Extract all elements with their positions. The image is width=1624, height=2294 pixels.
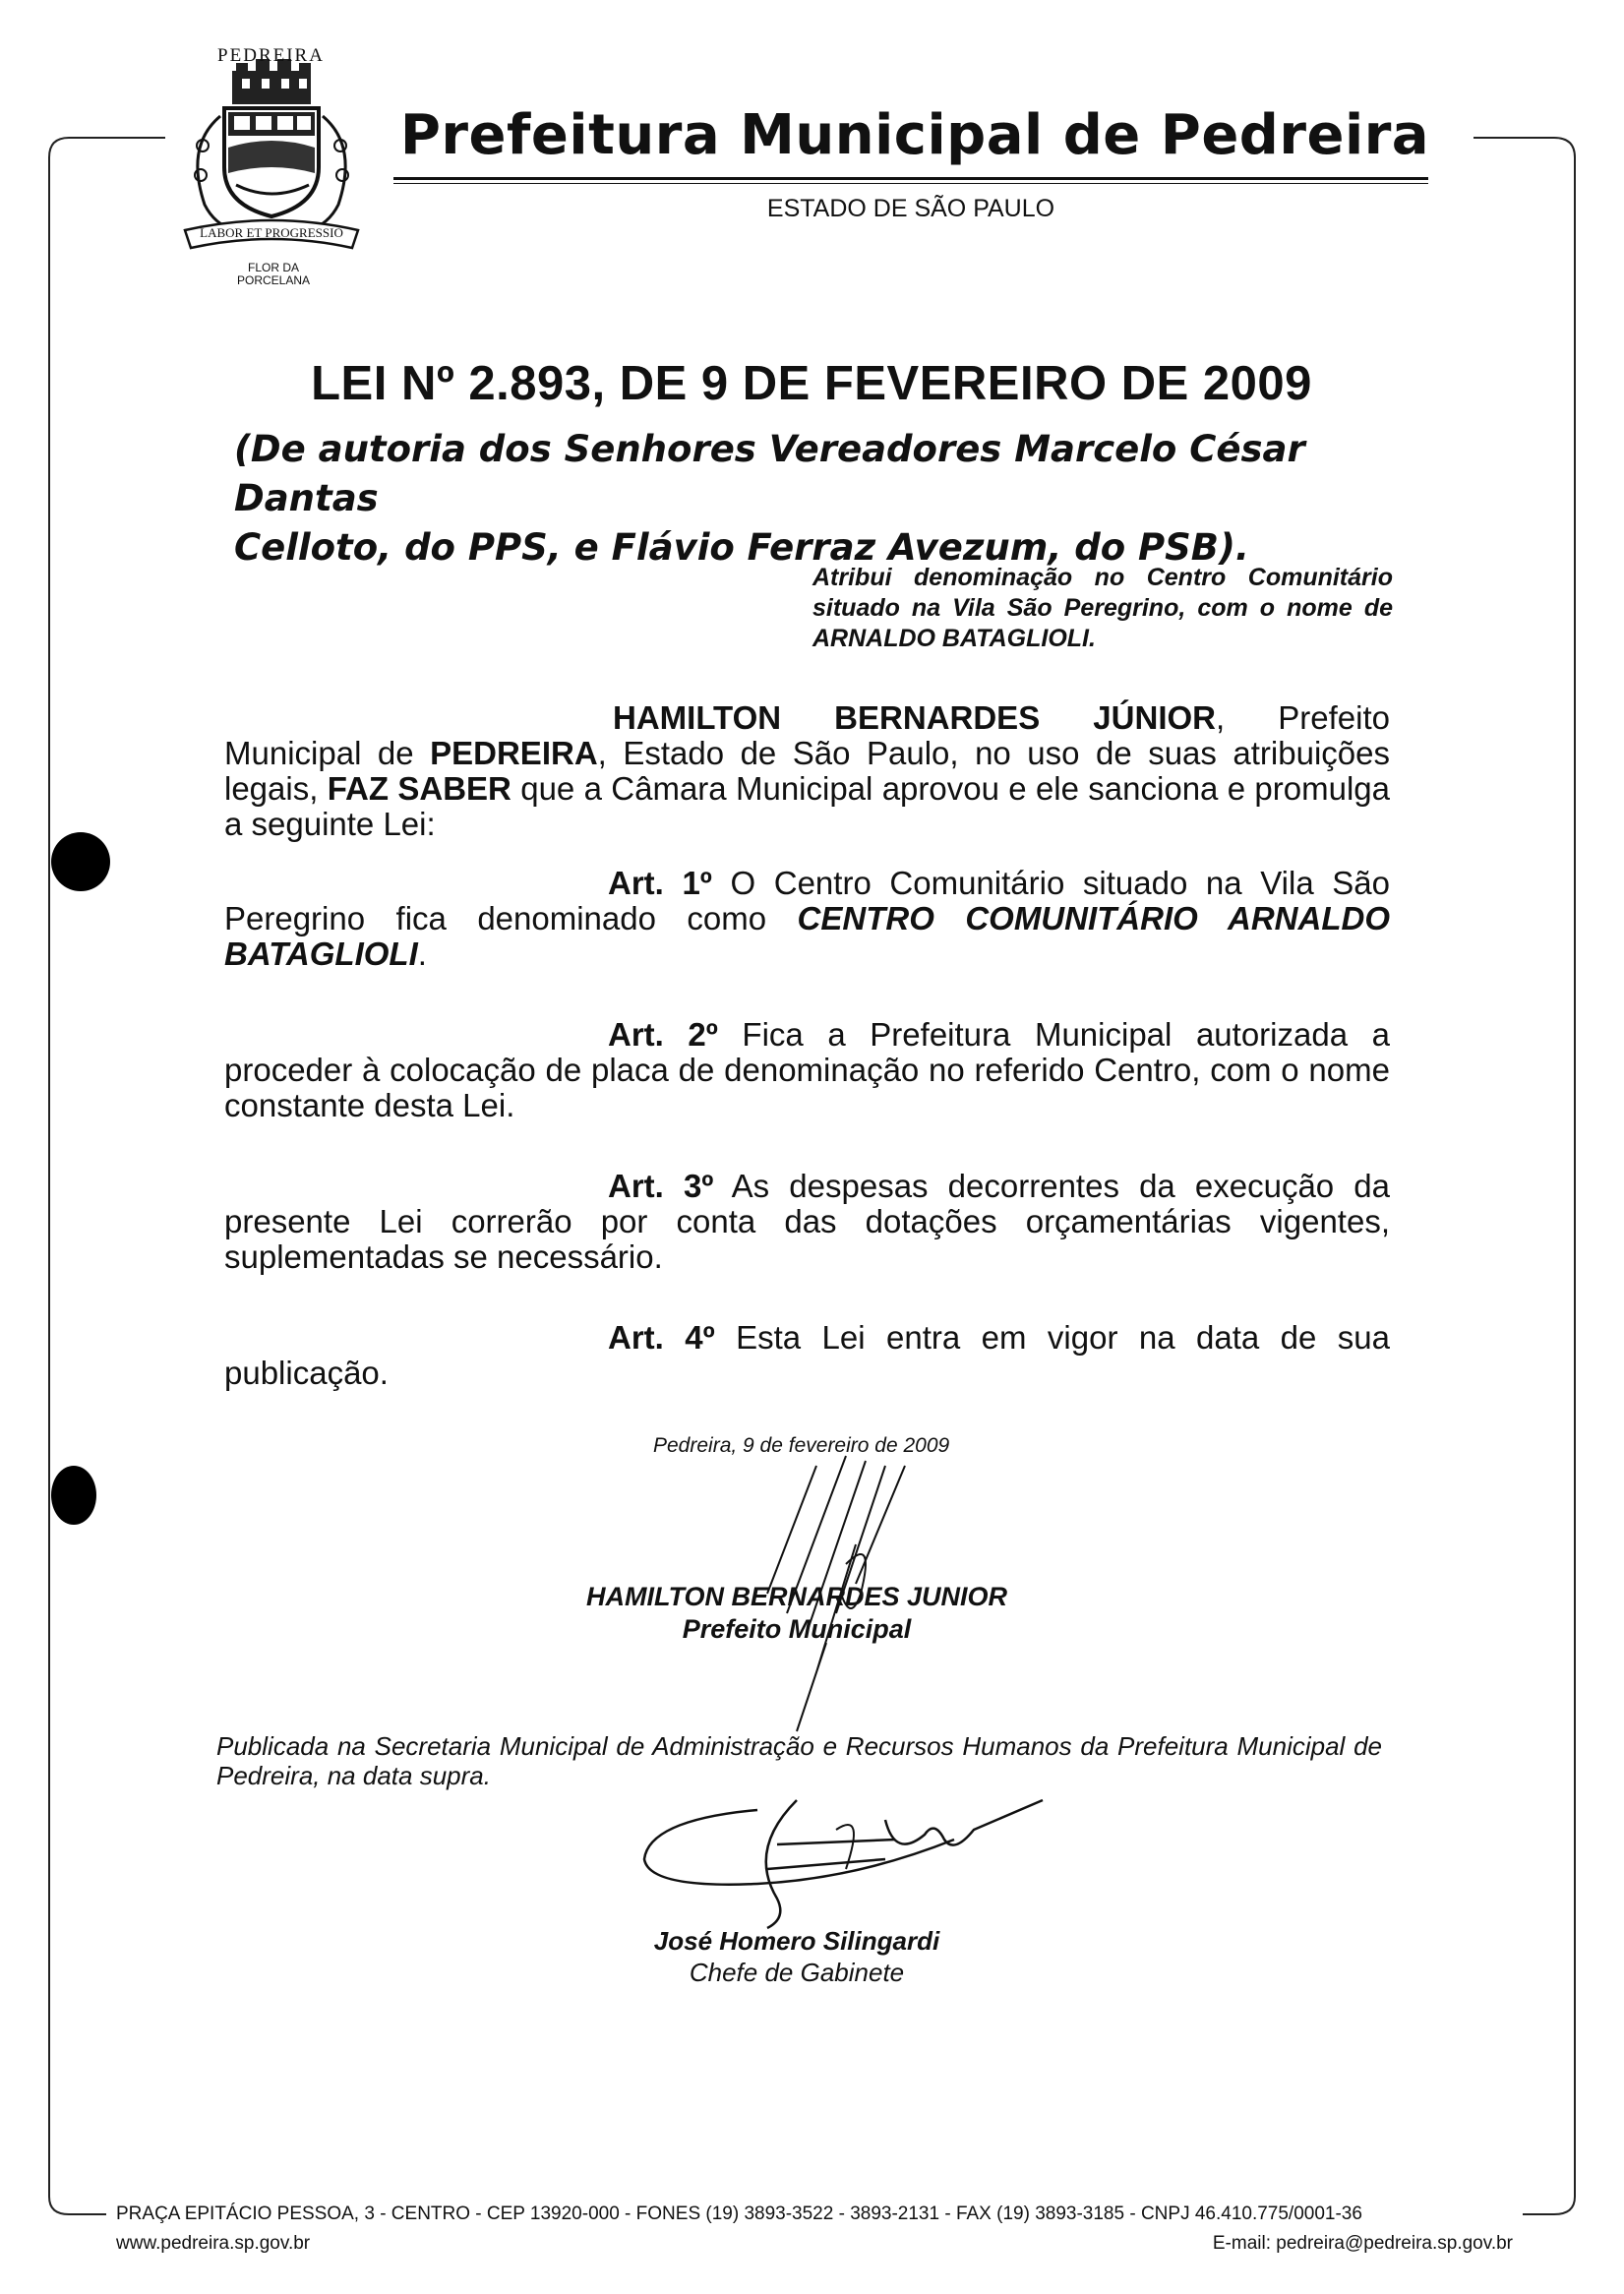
- mayor-signature-name: HAMILTON BERNARDES JUNIOR: [585, 1582, 1008, 1611]
- crest-motto: LABOR ET PROGRESSIO: [200, 225, 343, 240]
- authorship-line-2: Celloto, do PPS, e Flávio Ferraz Avezum, do PSB).: [234, 526, 1249, 569]
- punch-hole-bottom: [51, 1466, 96, 1525]
- footer-website: www.pedreira.sp.gov.br: [116, 2233, 311, 2254]
- chief-name: José Homero Silingardi: [653, 1926, 940, 1956]
- article-3: [224, 1169, 1390, 1275]
- chief-role: Chefe de Gabinete: [689, 1958, 905, 1987]
- article-2: [224, 1017, 1390, 1123]
- article-4-text: Esta Lei entra em vigor na data de sua publicação.: [224, 1319, 1390, 1391]
- letterhead-rule: [393, 177, 1428, 180]
- letterhead-subtitle: ESTADO DE SÃO PAULO: [766, 195, 1055, 222]
- letterhead-title: Prefeitura Municipal de Pedreira: [399, 103, 1430, 167]
- mayor-name: HAMILTON BERNARDES JÚNIOR: [613, 699, 1216, 736]
- preamble-city: PEDREIRA: [430, 735, 598, 771]
- preamble-text-3: que a Câmara Municipal aprovou e ele sanciona e promulga a seguinte Lei:: [224, 770, 1390, 842]
- law-title: LEI Nº 2.893, DE 9 DE FEVEREIRO DE 2009: [311, 357, 1312, 410]
- preamble-paragraph: [224, 700, 1390, 842]
- crest-caption: [214, 262, 332, 287]
- article-1-text: O Centro Comunitário situado na Vila São Peregrino fica denominado como: [224, 865, 1391, 936]
- article-2-text: Fica a Prefeitura Municipal autorizada a proceder à colocação de placa de denominação no referido Centro, com o nome constante desta Lei.: [224, 1016, 1390, 1123]
- place-date: Pedreira, 9 de fevereiro de 2009: [653, 1434, 950, 1457]
- punch-hole-top: [51, 832, 110, 891]
- publication-note: Publicada na Secretaria Municipal de Administração e Recursos Humanos da Prefeitura Municipal de Pedreira, na data supra.: [216, 1731, 1382, 1790]
- article-3-text: As despesas decorrentes da execução da presente Lei correrão por conta das dotações orçamentárias vigentes, suplementadas se necessário.: [224, 1168, 1390, 1275]
- article-1-tail: .: [417, 936, 427, 972]
- article-3-label: Art. 3º: [608, 1168, 714, 1204]
- crest-shield-icon: [165, 37, 377, 264]
- chief-signature-block: [590, 1925, 1003, 1988]
- authorship-line-1: (De autoria dos Senhores Vereadores Marcelo César Dantas: [234, 428, 1305, 519]
- preamble-faz-saber: FAZ SABER: [327, 770, 511, 807]
- preamble-text-2: , Estado de São Paulo, no uso de suas atribuições legais,: [224, 735, 1390, 807]
- footer-email: E-mail: pedreira@pedreira.sp.gov.br: [1212, 2233, 1513, 2254]
- mayor-signature-role: Prefeito Municipal: [682, 1614, 912, 1644]
- footer-contacts: [116, 2233, 1513, 2255]
- article-4: [224, 1320, 1390, 1391]
- coat-of-arms: [165, 37, 377, 287]
- article-4-label: Art. 4º: [608, 1319, 715, 1356]
- law-summary: Atribui denominação no Centro Comunitário situado na Vila São Peregrino, com o nome de ARNALDO BATAGLIOLI.: [812, 564, 1393, 652]
- crest-caption-line2: PORCELANA: [236, 273, 311, 287]
- footer-address: PRAÇA EPITÁCIO PESSOA, 3 - CENTRO - CEP 13920-000 - FONES (19) 3893-3522 - 3893-2131 - FAX (19) 3893-3185 - CNPJ 46.410.775/0001-36: [116, 2203, 1362, 2224]
- letterhead-rule-thin: [393, 183, 1428, 184]
- article-2-label: Art. 2º: [608, 1016, 718, 1053]
- crest-city-name: PEDREIRA: [217, 45, 325, 66]
- article-1: [224, 866, 1390, 972]
- chief-signature-icon: [639, 1790, 1053, 1938]
- article-1-label: Art. 1º: [608, 865, 712, 901]
- law-authorship: [234, 425, 1414, 573]
- mayor-signature-block: [551, 1581, 1043, 1646]
- article-1-emphasis: CENTRO COMUNITÁRIO ARNALDO BATAGLIOLI: [224, 900, 1390, 972]
- preamble-text-1: , Prefeito Municipal de: [224, 699, 1390, 771]
- crest-caption-line1: FLOR DA: [247, 261, 299, 274]
